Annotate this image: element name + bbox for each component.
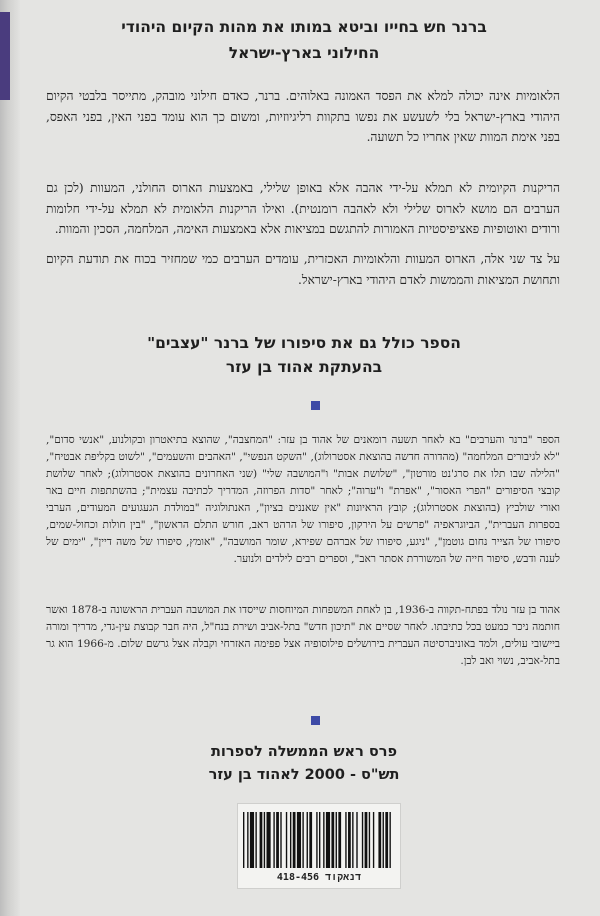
barcode-bar <box>255 812 256 868</box>
barcode-bar <box>323 812 324 868</box>
barcode-bar <box>383 812 384 868</box>
barcode-bar <box>247 812 248 868</box>
barcode-bar <box>302 812 303 868</box>
cover-headline <box>40 14 568 66</box>
barcode-bar <box>266 812 270 868</box>
barcode-bar <box>316 812 317 868</box>
barcode-bar <box>273 812 274 868</box>
barcode-bar <box>264 812 265 868</box>
barcode-bar <box>280 812 281 868</box>
barcode-bar <box>326 812 330 868</box>
barcode-bar <box>243 812 244 868</box>
works-paragraph: הספר "ברנר והערבים" בא לאחר תשעה רומאנים של אהוד בן עזר: "המחצבה", שהוצא בתיאטרון ובקולנוע, "אנשי סדום", "לא לגיבורים המלחמה" (מהדורה חדשה בהוצאת אסטרולוג), "השקט הנפשי", "האהבים והשעמים", "לשוט בקליפת אבטיח", "הלילה שבו תלו את סרג'נט מורטון", "שלושת אבות" ו"המושבה שלי" (שני האחרונים בהוצאת אסטרולוג); לאחר שלושת קובצי הסיפורים "הפרי האסור", "אפרת" ו"ערוה"; לאחר "סדות הפרוזה, המדריך לכתיבה עצמית"; בהשתתפות חיים באר ואורי שולביץ (בהוצאת אסטרולוג); קובץ הראיונות "אין שאננים בציון", האנתולוגיה "במולדת הגעגועים המעודים, הערבי בספרות העברית", הביוגראפיה "פרשים על הירקון, סיפורו של הרהט ראב, חורש התלם הראשון", "בין חולות וכחול-שמים, סיפורו של הצייר נחום גוטמן", "ניגע, סיפורו של אברהם שפירא, שומר המושבה", "אומץ, סיפורו של משה דיין", "ימים של לענה ודבש, סיפור חייה של המשוררת אסתר ראב", וספרים רבים לילדים ולנוער. <box>46 434 560 565</box>
barcode-bar <box>260 812 263 868</box>
includes-line-2: בהעתקת אהוד בן עזר <box>225 358 383 376</box>
barcode-bar <box>286 812 287 868</box>
book-spine-edge <box>0 0 20 916</box>
barcode-bar <box>309 812 312 868</box>
barcode-bar <box>348 812 351 868</box>
barcode-bar <box>356 812 357 868</box>
barcode-bar <box>331 812 334 868</box>
blurb-paragraph-2: הריקנות הקיומית לא תמלא על-ידי אהבה אלא באופן שלילי, באמצעות הארוס החולני, המעוות (לכן גם הערבים הם מושא לארוס שלילי ולא לאהבה רומנטית). ואילו הריקנות הלאומית לא תמלא על-ידי חלומות ורודים ואוטופיות פאציפיסטיות האמורות להתגשם במציאות אלא באמצעות האימה, המלחמה, הסכין והמוות. <box>46 181 560 236</box>
back-cover <box>40 0 568 916</box>
barcode-bar <box>276 812 279 868</box>
barcode-bar <box>290 812 291 868</box>
prize-heading <box>40 741 568 787</box>
author-bio-paragraph: אהוד בן עזר נולד בפתח-תקווה ב-1936, בן לאחת המשפחות המיוחסות שייסדו את המושבה העברית הראשונה ב-1878 ואשר חותמה ניכר כמעט בכל כתיבתו. לאחר שסיים את "תיכון חדש" בתל-אביב ושירת בנח"ל, היה חבר קבוצת עין-גדי, מדריך ומורה ביישובי עולים, ולמד באוניברסיטה העברית בירושלים פילוסופיה אצל פפימה האזרחי וקבלה אצל גרשם שלום. מ-1966 הוא גר בתל-אביב, נשוי ואב לבן. <box>46 604 560 667</box>
spine-color-mark <box>0 12 10 100</box>
barcode-bar <box>293 812 296 868</box>
barcode-bar <box>297 812 301 868</box>
barcode-bars <box>243 812 395 868</box>
barcode-bar <box>307 812 308 868</box>
barcode-bar <box>250 812 254 868</box>
barcode-bar <box>345 812 346 868</box>
barcode-bar <box>385 812 388 868</box>
barcode-bar <box>369 812 370 868</box>
prize-line-2: תש"ס - 2000 לאהוד בן עזר <box>208 767 400 783</box>
headline-line-2: החילוני בארץ-ישראל <box>228 44 380 62</box>
barcode-bar <box>389 812 390 868</box>
blurb-paragraph-1: הלאומיות אינה יכולה למלא את הפסד האמונה באלוהים. ברנר, כאדם חילוני מובהק, מתייסר בלבטי הקיום היהודי בארץ-ישראל בלי לשעשע את נפשו בתקוות רליגיוזיות, ומשום כך הוא עומד בפני האין, בפני האפס, בפני אימת המוות שאין אחריו כל תשועה. <box>46 89 560 144</box>
blurb-paragraph-3: על צד שני אלה, הארוס המעוות והלאומיות האכזרית, עומדים הערבים כמי שמחזיר בכוח את תודעת הקיום ותחושת המציאות והממשות לאדם היהודי בארץ-ישראל. <box>46 252 560 287</box>
includes-heading <box>40 331 568 379</box>
barcode-bar <box>336 812 337 868</box>
barcode-bar <box>352 812 353 868</box>
barcode-bar <box>365 812 368 868</box>
barcode-caption: דנאקוד 418-456 <box>276 872 362 883</box>
barcode-bar <box>378 812 381 868</box>
barcode-bar <box>362 812 363 868</box>
includes-line-1: הספר כולל גם את סיפורו של ברנר "עצבים" <box>147 334 461 352</box>
separator-square-1 <box>311 401 320 410</box>
separator-square-2 <box>311 716 320 725</box>
prize-line-1: פרס ראש הממשלה לספרות <box>210 744 397 760</box>
barcode <box>237 803 401 889</box>
headline-line-1: ברנר חש בחייו וביטא במותו את מהות הקיום היהודי <box>121 18 487 36</box>
barcode-bar <box>373 812 374 868</box>
barcode-bar <box>338 812 341 868</box>
barcode-bar <box>319 812 320 868</box>
